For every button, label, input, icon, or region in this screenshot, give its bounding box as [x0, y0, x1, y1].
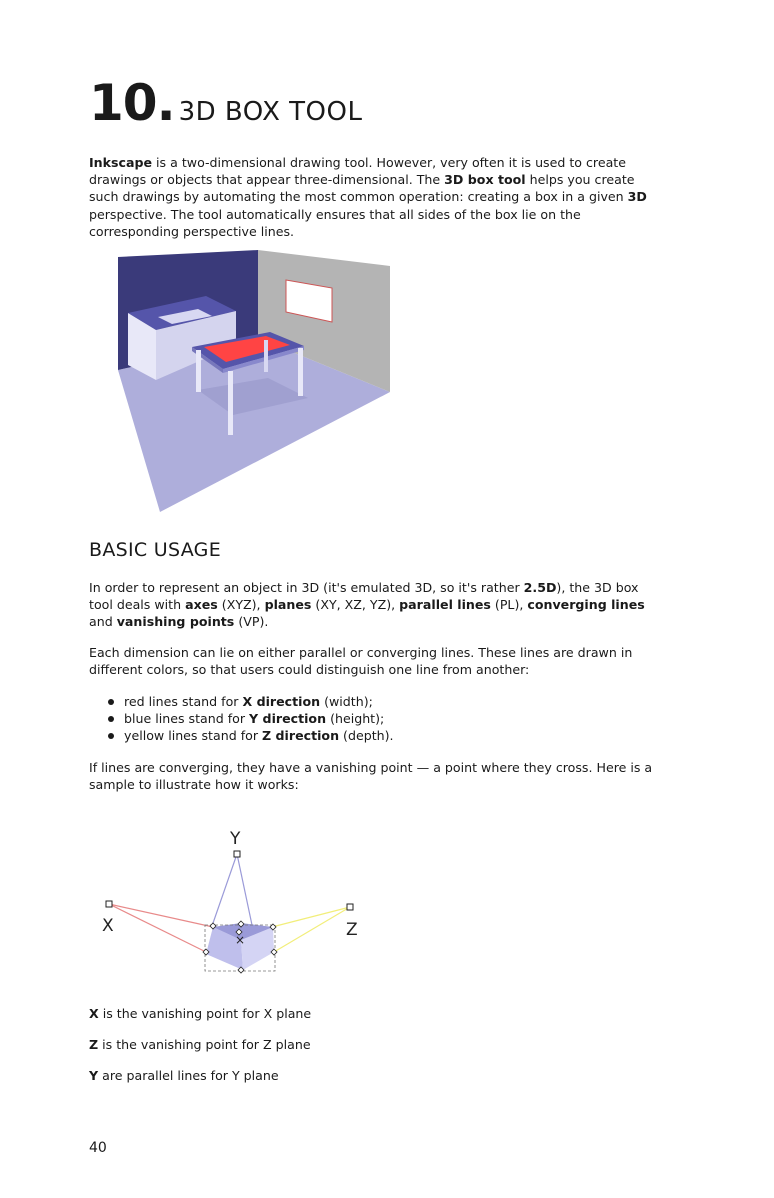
usage-text-2: ), the 3D box tool deals with — [89, 580, 639, 613]
y-handle — [234, 851, 240, 857]
usage-text-1: In order to represent an object in 3D (it's emulated 3D, so it's rather — [89, 580, 524, 595]
list-item: blue lines stand for Y direction (height); — [106, 710, 394, 727]
chapter-heading — [89, 74, 362, 132]
diagram-label-z: Z — [346, 920, 358, 940]
usage-bold-vanishing-points: vanishing points — [116, 614, 235, 630]
intro-text-2: helps you create such drawings by automating the most common operation: creating a box in a given — [89, 172, 635, 205]
usage-bold-parallel-lines: parallel lines — [399, 597, 491, 613]
vanishing-point-diagram — [96, 822, 376, 982]
table-leg-4 — [264, 340, 268, 372]
usage-text-5: (PL), — [490, 597, 528, 613]
usage-bold-axes: axes — [185, 597, 218, 613]
table-leg-1 — [196, 350, 201, 392]
z-line-top — [272, 907, 350, 927]
center-cross: × — [235, 933, 246, 947]
list-item: red lines stand for X direction (width); — [106, 693, 394, 710]
chapter-title: 3D BOX TOOL — [178, 97, 363, 127]
intro-bold-3d: 3D — [627, 189, 647, 205]
diagram-label-y: Y — [230, 829, 241, 849]
x-vanishing-point-handle — [106, 901, 112, 907]
page-number: 40 — [89, 1140, 107, 1156]
room-illustration — [118, 250, 390, 512]
x-line-top — [109, 904, 213, 927]
table-leg-2 — [228, 371, 233, 435]
direction-list — [106, 693, 394, 745]
intro-bold-inkscape: Inkscape — [89, 155, 153, 170]
usage-text-4: (XY, XZ, YZ), — [311, 597, 400, 613]
usage-text-7: (VP). — [234, 614, 269, 630]
chapter-number: 10. — [89, 74, 175, 132]
intro-text-3: perspective. The tool automatically ensures that all sides of the box lie on the corresponding perspective lines. — [89, 206, 581, 239]
diagram-label-x: X — [102, 916, 114, 936]
z-line-bottom — [274, 907, 350, 952]
vp-note-z: Z is the vanishing point for Z plane — [89, 1037, 311, 1052]
vp-note-y: Y are parallel lines for Y plane — [89, 1068, 279, 1083]
usage-bold-converging-lines: converging lines — [527, 597, 645, 613]
intro-bold-3d-box-tool: 3D box tool — [444, 172, 526, 188]
usage-text-3: (XYZ), — [217, 597, 265, 613]
y-line-left — [212, 854, 237, 926]
intro-text-1: is a two-dimensional drawing tool. However, very often it is used to create drawings or objects that appear three-dimensional. The — [89, 155, 626, 188]
intro-paragraph — [89, 154, 655, 240]
usage-paragraph — [89, 579, 655, 631]
usage-text-6: and — [89, 614, 117, 630]
dimension-paragraph: Each dimension can lie on either parallel or converging lines. These lines are drawn in different colors, so that users could distinguish one line from another: — [89, 645, 633, 678]
z-vanishing-point-handle — [347, 904, 353, 910]
converging-paragraph: If lines are converging, they have a vanishing point — a point where they cross. Here is a sample to illustrate how it works: — [89, 760, 653, 793]
y-line-right — [237, 854, 252, 925]
list-item: yellow lines stand for Z direction (depth). — [106, 727, 394, 744]
usage-bold-planes: planes — [264, 597, 312, 613]
table-leg-3 — [298, 348, 303, 396]
usage-bold-2-5d: 2.5D — [523, 580, 557, 595]
vp-note-x: X is the vanishing point for X plane — [89, 1006, 312, 1021]
section-title: BASIC USAGE — [89, 539, 222, 561]
x-line-bottom — [109, 904, 206, 952]
